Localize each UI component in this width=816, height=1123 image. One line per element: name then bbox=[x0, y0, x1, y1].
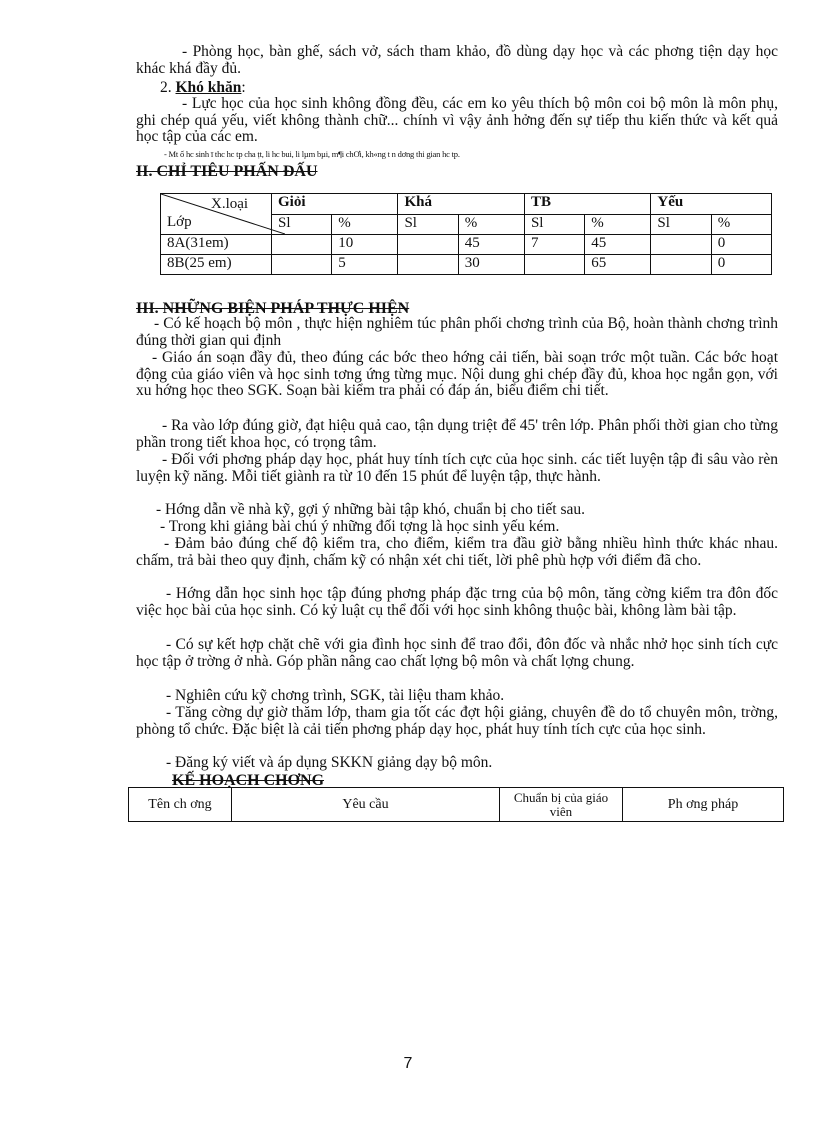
list-item: - Nghiên cứu kỹ chơng trình, SGK, tài liệu tham khảo. bbox=[166, 687, 505, 704]
list-item: - Có sự kết hợp chặt chẽ với gia đình học sinh để trao đổi, đôn đốc và nhắc nhở học sinh tích cực học tập ở trờng ở nhà. Góp phần nâng cao chất lợng bộ môn và chất lợng chung. bbox=[136, 636, 778, 670]
sub-sl: Sl bbox=[651, 214, 711, 235]
sub-sl: Sl bbox=[398, 214, 458, 235]
value-cell bbox=[272, 255, 332, 275]
group-kha: Khá bbox=[398, 194, 524, 215]
group-gioi: Giỏi bbox=[272, 194, 398, 215]
list-item: - Trong khi giảng bài chú ý những đối tợng là học sinh yếu kém. bbox=[160, 518, 560, 535]
table-row bbox=[161, 235, 772, 255]
difficulty-number: 2. bbox=[160, 79, 176, 96]
value-cell: 0 bbox=[711, 255, 771, 275]
corner-top-label: X.loại bbox=[211, 196, 249, 212]
list-item: - Ra vào lớp đúng giờ, đạt hiệu quả cao, tận dụng triệt để 45' trên lớp. Phân phối thời gian cho từng phần trong tiết khoa học, có trọng tâm. bbox=[136, 417, 778, 451]
garbled-note: - Mt ố hc sinh ī thc hc tp cha ṭt, li hc bui, li lµm bµi, m¶i chƠi, kh«ng t n dơng thi gian hc tp. bbox=[164, 149, 460, 159]
value-cell bbox=[272, 235, 332, 255]
sub-sl: Sl bbox=[524, 214, 584, 235]
plan-header-method: Ph ơng pháp bbox=[623, 788, 784, 822]
corner-cell bbox=[161, 194, 272, 235]
sub-pct: % bbox=[458, 214, 524, 235]
value-cell bbox=[524, 255, 584, 275]
class-cell: 8A(31em) bbox=[161, 235, 272, 255]
table-row bbox=[161, 255, 772, 275]
difficulty-title: Khó khăn bbox=[175, 79, 242, 96]
page-number: 7 bbox=[403, 1055, 413, 1072]
value-cell bbox=[398, 235, 458, 255]
paragraph-difficulties: - Lực học của học sinh không đồng đều, các em ko yêu thích bộ môn coi bộ môn là môn phụ, ghi chép quá yếu, viết không thành chữ... chính vì vậy ảnh hởng đến sự tiếp thu kiến thức và kết quả học tập của các em. bbox=[136, 95, 778, 145]
list-item: - Đăng ký viết và áp dụng SKKN giảng dạy bộ môn. bbox=[166, 754, 493, 771]
difficulty-colon: : bbox=[241, 79, 246, 96]
sub-pct: % bbox=[585, 214, 651, 235]
group-yeu: Yếu bbox=[651, 194, 772, 215]
list-item: - Có kế hoạch bộ môn , thực hiện nghiêm túc phân phối chơng trình của Bộ, hoàn thành chơng trình đúng thời gian qui định bbox=[136, 315, 778, 349]
value-cell: 45 bbox=[458, 235, 524, 255]
list-item: - Đảm bảo đúng chế độ kiểm tra, cho điểm, kiểm tra đầu giờ bằng nhiều hình thức khác nhau. chấm, trả bài theo quy định, chấm kỹ có nhận xét chi tiết, lời phê phù hợp với điểm đã cho. bbox=[136, 535, 778, 569]
sub-pct: % bbox=[332, 214, 398, 235]
sub-pct: % bbox=[711, 214, 771, 235]
group-tb: TB bbox=[524, 194, 650, 215]
plan-table bbox=[128, 787, 784, 822]
section-2-title: II. CHỈ TIÊU PHẤN ĐẤU bbox=[136, 163, 318, 180]
value-cell bbox=[651, 235, 711, 255]
plan-title: KẾ HOẠCH CHƠNG bbox=[172, 772, 325, 789]
list-item: - Hớng dẫn về nhà kỹ, gợi ý những bài tập khó, chuẩn bị cho tiết sau. bbox=[156, 501, 585, 518]
paragraph-facilities: - Phòng học, bàn ghế, sách vở, sách tham khảo, đồ dùng dạy học và các phơng tiện dạy học khác khá đầy đủ. bbox=[136, 43, 778, 77]
list-item: - Hớng dẫn học sinh học tập đúng phơng pháp đặc trng của bộ môn, tăng cờng kiểm tra đôn đốc việc học bài của học sinh. Có kỷ luật cụ thể đối với học sinh không thuộc bài, không làm bài tập. bbox=[136, 585, 778, 619]
section-3-title: III. NHỮNG BIỆN PHÁP THỰC HIỆN bbox=[136, 300, 410, 317]
targets-table bbox=[160, 193, 772, 275]
value-cell: 10 bbox=[332, 235, 398, 255]
value-cell: 65 bbox=[585, 255, 651, 275]
value-cell bbox=[651, 255, 711, 275]
value-cell: 30 bbox=[458, 255, 524, 275]
plan-header-chapter: Tên ch ơng bbox=[129, 788, 232, 822]
value-cell: 7 bbox=[524, 235, 584, 255]
class-cell: 8B(25 em) bbox=[161, 255, 272, 275]
value-cell: 45 bbox=[585, 235, 651, 255]
plan-header-requirement: Yêu cầu bbox=[232, 788, 500, 822]
sub-sl: Sl bbox=[272, 214, 332, 235]
plan-header-preparation: Chuẩn bị của giáo viên bbox=[500, 788, 623, 822]
list-item: - Đối với phơng pháp dạy học, phát huy tính tích cực của học sinh. các tiết luyện tập đi sâu vào rèn luyện kỹ năng. Mỗi tiết giành ra từ 10 đến 15 phút để luyện tập, thực hành. bbox=[136, 451, 778, 485]
value-cell: 0 bbox=[711, 235, 771, 255]
value-cell bbox=[398, 255, 458, 275]
list-item: - Giáo án soạn đầy đủ, theo đúng các bớc theo hớng cải tiến, bài soạn trớc một tuần. Các bớc hoạt động của giáo viên và học sinh tơng ứng từng mục. Nội dung ghi chép đầy đủ, khoa học ngắn gọn, với xu hớng học theo SGK. Soạn bài kiểm tra phải có đáp án, biểu điểm chi tiết. bbox=[136, 349, 778, 399]
list-item: - Tăng cờng dự giờ thăm lớp, tham gia tốt các đợt hội giảng, chuyên đề do tổ chuyên môn, trờng, phòng tổ chức. Đặc biệt là cải tiến phơng pháp dạy học, phát huy tính tích cực của học sinh. bbox=[136, 704, 778, 738]
value-cell: 5 bbox=[332, 255, 398, 275]
corner-bottom-label: Lớp bbox=[167, 214, 192, 230]
